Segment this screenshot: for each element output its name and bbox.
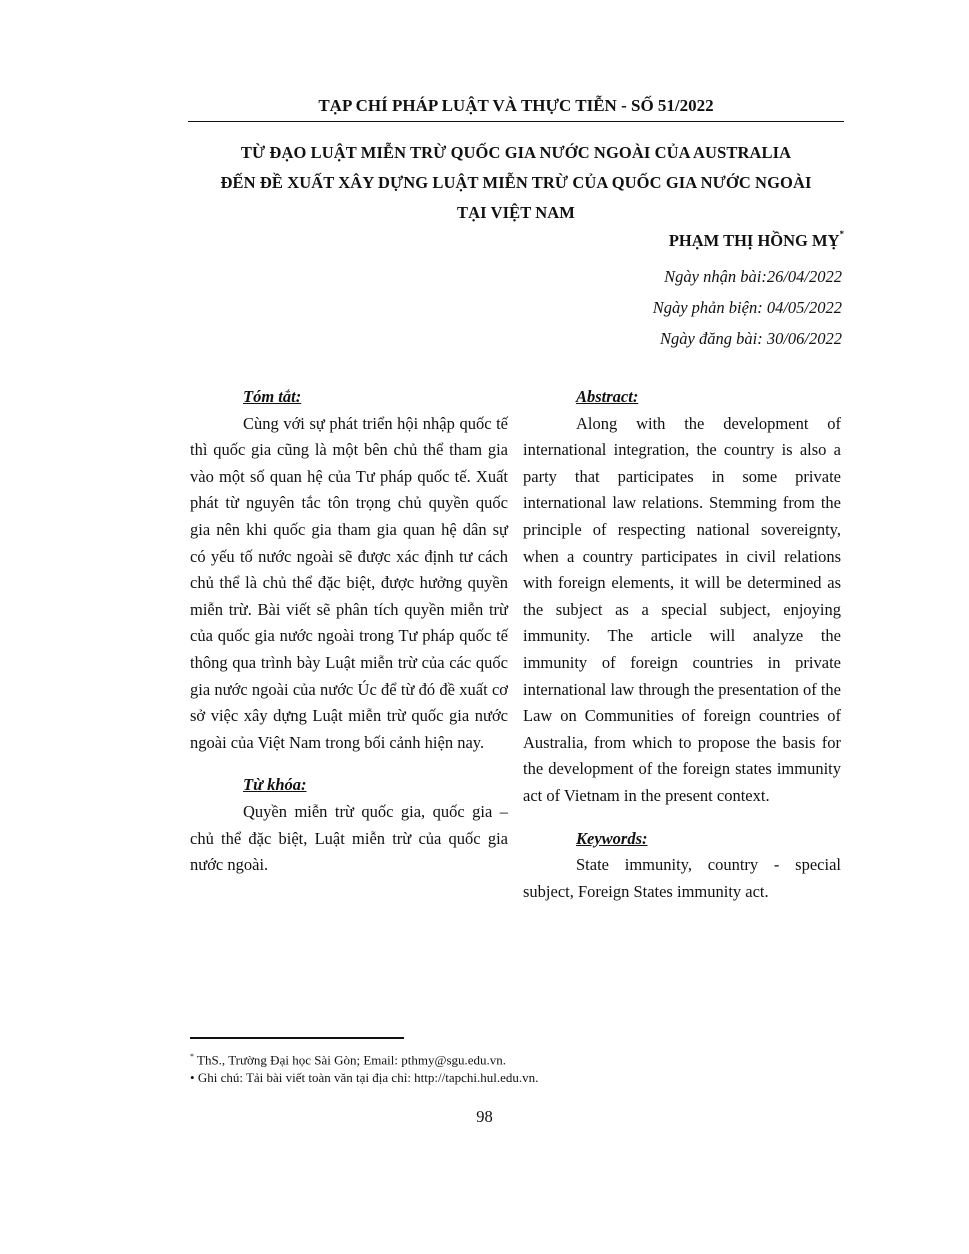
article-title [188,138,844,228]
journal-header: TẠP CHÍ PHÁP LUẬT VÀ THỰC TIỄN - SỐ 51/2022 [188,96,844,122]
footnote-note [190,1069,538,1087]
author-name [669,231,844,251]
footnote-note-text: Ghi chú: Tải bài viết toàn văn tại địa chỉ: http://tapchi.hul.edu.vn. [194,1070,539,1086]
vi-keywords-text: Quyền miễn trừ quốc gia, quốc gia – chủ thể đặc biệt, Luật miễn trừ của quốc gia nước ngoài. [190,801,508,875]
vi-abstract-text: Cùng với sự phát triển hội nhập quốc tế thì quốc gia cũng là một bên chủ thể tham gia vào một số quan hệ của Tư pháp quốc tế. Xuất phát từ nguyên tắc tôn trọng chủ quyền quốc gia nên khi quốc gia tham gia quan hệ dân sự có yếu tố nước ngoài sẽ được xác định tư cách chủ thể là chủ thể đặc biệt, được hưởng quyền miễn trừ. Bài viết sẽ phân tích quyền miễn trừ của quốc gia nước ngoài trong Tư pháp quốc tế thông qua trình bày Luật miễn trừ của các quốc gia nước ngoài của nước Úc để từ đó đề xuất cơ sở việc xây dựng Luật miễn trừ quốc gia nước ngoài của Việt Nam trong bối cảnh hiện nay. [190,413,508,752]
vi-abstract-heading: Tóm tắt: [243,387,302,406]
vietnamese-column [190,384,508,879]
en-abstract-heading: Abstract: [576,387,639,406]
english-column [523,384,841,905]
date-received: Ngày nhận bài:26/04/2022 [664,267,842,286]
footnotes [190,1048,538,1087]
author-footnote-mark: * [839,229,844,239]
en-keywords-heading: Keywords: [576,828,648,848]
footnote-author-mark: * [190,1052,194,1061]
footnote-bullet: • [190,1070,195,1086]
footnote-author-text: ThS., Trường Đại học Sài Gòn; Email: pthmy@sgu.edu.vn. [194,1052,507,1068]
title-line-2: ĐẾN ĐỀ XUẤT XÂY DỰNG LUẬT MIỄN TRỪ CỦA QUỐC GIA NƯỚC NGOÀI [220,173,812,192]
vi-keywords-heading: Từ khóa: [243,775,307,795]
date-published: Ngày đăng bài: 30/06/2022 [660,329,842,348]
en-abstract-text: Along with the development of international integration, the country is also a party that participates in some private international law relations. Stemming from the principle of respecting national sovereignty, when a country participates in civil relations with foreign elements, it will be determined as the subject as a special subject, enjoying immunity. The article will analyze the immunity of foreign countries in private international law through the presentation of the Law on Communities of foreign countries of Australia, from which to propose the basis for the development of the foreign states immunity act of Vietnam in the present context. [523,413,841,805]
title-line-1: TỪ ĐẠO LUẬT MIỄN TRỪ QUỐC GIA NƯỚC NGOÀI CỦA AUSTRALIA [240,143,792,162]
date-reviewed: Ngày phản biện: 04/05/2022 [652,298,842,317]
article-dates [653,261,842,354]
en-keywords-text: State immunity, country - special subject, Foreign States immunity act. [523,855,841,901]
author-name-text: PHẠM THỊ HỒNG MỴ [668,231,840,250]
footnote-author [190,1048,538,1069]
title-line-3: TẠI VIỆT NAM [457,203,575,222]
footnote-divider [190,1037,404,1039]
page-number: 98 [476,1107,493,1126]
